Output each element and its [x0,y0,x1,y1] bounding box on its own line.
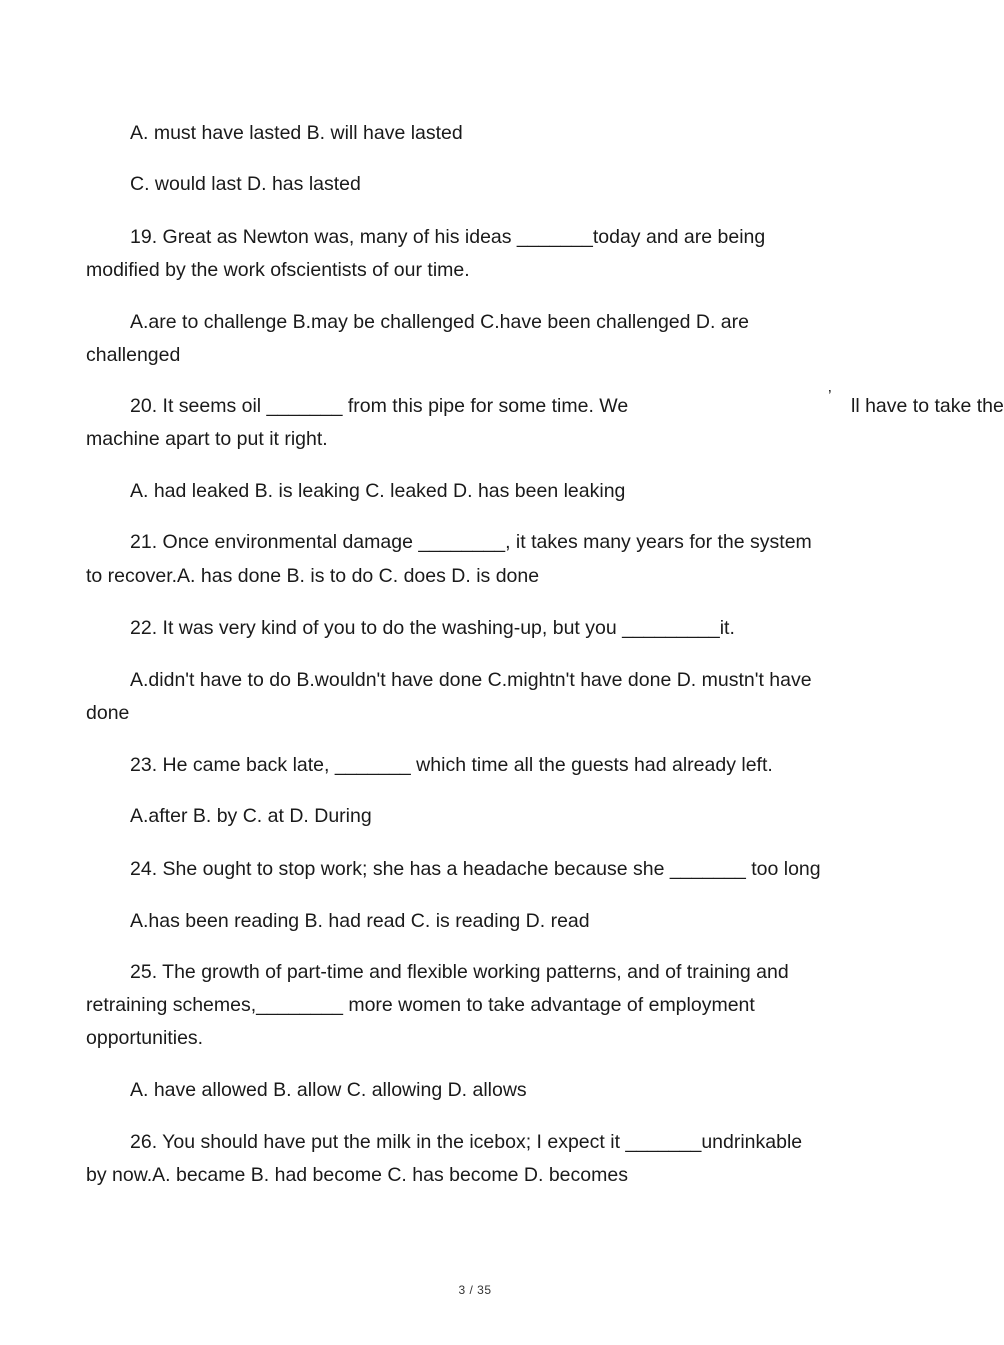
question-23-line-1: 23. He came back late, _______ which time all the guests had already left. [130,754,773,776]
question-26-line-2: by now.A. became B. had become C. has become D. becomes [86,1164,628,1186]
question-19-line-1: 19. Great as Newton was, many of his ideas _______today and are being [130,226,766,248]
option-line-24: A.has been reading B. had read C. is reading D. read [130,910,590,932]
question-21-line-1: 21. Once environmental damage ________, it takes many years for the system [130,531,812,553]
option-line-20: A. had leaked B. is leaking C. leaked D. has been leaking [130,480,626,502]
option-line-18-b: C. would last D. has lasted [130,173,361,195]
question-20-line-2: machine apart to put it right. [86,428,328,450]
option-line-22-b: done [86,702,130,724]
option-line-19-b: challenged [86,344,181,366]
apostrophe-mark: ’ [828,388,832,405]
option-line-22-a: A.didn't have to do B.wouldn't have done C.mightn't have done D. mustn't have [130,669,812,691]
question-19-line-2: modified by the work ofscientists of our time. [86,259,470,281]
option-line-25: A. have allowed B. allow C. allowing D. allows [130,1079,527,1101]
question-20-line-1-cont: ll have to take the [851,395,1004,417]
question-20-line-1: 20. It seems oil _______ from this pipe for some time. We [130,395,629,417]
page-number: 3 / 35 [458,1283,492,1297]
question-24-line-1: 24. She ought to stop work; she has a headache because she _______ too long [130,858,821,880]
question-26-line-1: 26. You should have put the milk in the icebox; I expect it _______undrinkable [130,1131,803,1153]
question-25-line-3: opportunities. [86,1027,204,1049]
option-line-19-a: A.are to challenge B.may be challenged C.have been challenged D. are [130,311,749,333]
question-22-line-1: 22. It was very kind of you to do the washing-up, but you _________it. [130,617,735,639]
option-line-18-a: A. must have lasted B. will have lasted [130,122,463,144]
question-25-line-2: retraining schemes,________ more women to take advantage of employment [86,994,755,1016]
option-line-23: A.after B. by C. at D. During [130,805,372,827]
question-21-line-2: to recover.A. has done B. is to do C. does D. is done [86,565,540,587]
question-25-line-1: 25. The growth of part-time and flexible working patterns, and of training and [130,961,789,983]
